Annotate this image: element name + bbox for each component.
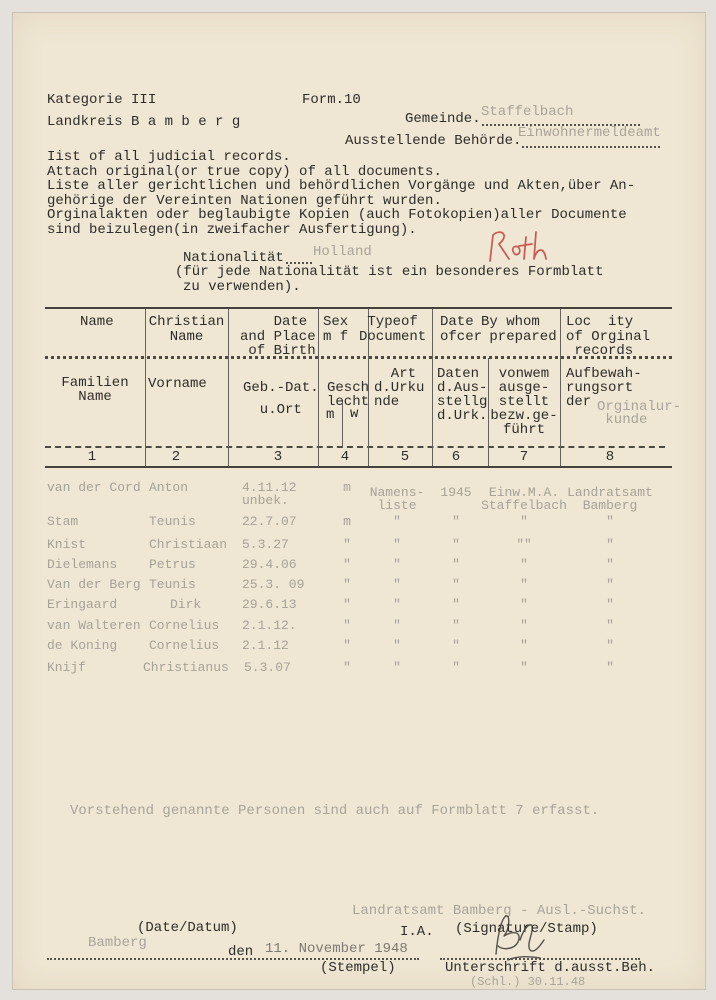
column-number: 2 xyxy=(171,449,181,465)
instruction-line: Orginalakten oder beglaubigte Kopien (auch Fotokopien)aller Documente xyxy=(47,207,627,224)
header-de-sex-m: m xyxy=(326,407,335,423)
header-en-sex: Sex m f xyxy=(323,314,349,345)
den-label: den xyxy=(228,944,254,960)
cell-date: " xyxy=(452,577,460,592)
cell-birth: 2.1.12. xyxy=(242,618,297,633)
instruction-line: gehörige der Vereinten Nationen geführt wurden. xyxy=(47,192,442,209)
cell-storage-location: " xyxy=(606,597,614,612)
cell-sex: " xyxy=(343,597,351,612)
cell-document-type: " xyxy=(393,618,401,633)
header-bottom-rule xyxy=(45,446,665,448)
header-de-sex: Gesch lecht xyxy=(327,380,370,410)
cell-birth: 29.4.06 xyxy=(242,557,297,572)
nationality-note: zu verwenden). xyxy=(183,279,301,295)
cell-storage-location: " xyxy=(606,660,614,675)
cell-issued-by: " xyxy=(520,660,528,675)
table-row xyxy=(0,661,716,691)
column-number: 3 xyxy=(273,449,283,465)
cell-storage-location: " xyxy=(606,514,614,529)
header-de-first-name: Vorname xyxy=(148,376,207,392)
header-de-birth: Geb.-Dat. u.Ort xyxy=(243,380,319,418)
date-value: 11. November 1948 xyxy=(265,941,408,957)
cell-first-name: Teunis xyxy=(149,514,196,529)
cell-storage-location: " xyxy=(606,618,614,633)
instructions xyxy=(47,150,635,238)
column-number: 8 xyxy=(605,449,615,465)
header-en-birth: Date and Place of Birth xyxy=(240,314,316,359)
cell-birth: 22.7.07 xyxy=(242,514,297,529)
cell-issued-by: " xyxy=(520,557,528,572)
cell-first-name: Cornelius xyxy=(149,638,220,653)
cell-document-type: " xyxy=(393,597,401,612)
cell-first-name: Teunis xyxy=(149,577,196,592)
stamp-label: (Stempel) xyxy=(320,960,396,976)
cell-sex: " xyxy=(343,577,351,592)
header-de-date: Daten d.Aus- stellg d.Urk. xyxy=(437,366,488,424)
header-en-locality: Loc ity of Orginal records xyxy=(566,314,651,359)
column-number: 4 xyxy=(340,449,350,465)
column-divider xyxy=(560,309,561,466)
authority-label: Ausstellende Behörde. xyxy=(345,133,522,149)
form-number: Form.10 xyxy=(302,92,361,108)
column-number: 1 xyxy=(87,449,97,465)
header-de-storage-location: Aufbewah- rungsort der xyxy=(566,366,642,410)
cell-birth: 5.3.27 xyxy=(242,537,289,552)
signature-label: (Signature/Stamp) xyxy=(455,921,598,937)
ia-label: I.A. xyxy=(400,924,434,940)
cell-family-name: Van der Berg xyxy=(47,577,141,592)
column-number: 5 xyxy=(400,449,410,465)
instruction-line: Attach original(or true copy) of all documents. xyxy=(47,163,442,180)
footer-note: Vorstehend genannte Personen sind auch auf Formblatt 7 erfasst. xyxy=(70,803,600,819)
issuing-office: Landratsamt Bamberg - Ausl.-Suchst. xyxy=(352,903,647,919)
place: Bamberg xyxy=(88,935,147,951)
header-de-sex-w: w xyxy=(350,406,359,422)
header-en-name: Name xyxy=(80,314,114,330)
cell-date: " xyxy=(452,660,460,675)
cell-storage-location: " xyxy=(606,577,614,592)
cell-document-type: " xyxy=(393,577,401,592)
cell-document-type: Namens- liste xyxy=(369,485,425,513)
red-handwritten-mark xyxy=(484,226,554,266)
cell-sex: " xyxy=(343,638,351,653)
cell-sex: " xyxy=(343,537,351,552)
district: Landkreis B a m b e r g xyxy=(47,114,241,130)
cell-issued-by: Einw.M.A. Staffelbach xyxy=(481,485,567,513)
instruction-line: sind beizulegen(in zweifacher Ausfertigung). xyxy=(47,221,417,238)
cell-family-name: van der Cord xyxy=(47,480,141,495)
cell-family-name: Dielemans xyxy=(47,557,118,572)
cell-storage-location: Landratsamt Bamberg xyxy=(567,485,653,513)
cell-date: " xyxy=(452,537,460,552)
cell-date: " xyxy=(452,514,460,529)
category: Kategorie III xyxy=(47,92,157,108)
cell-issued-by: " xyxy=(520,618,528,633)
instruction-line: Iist of all judicial records. xyxy=(47,149,291,165)
cell-storage-location: " xyxy=(606,557,614,572)
initials-date: (Schl.) 30.11.48 xyxy=(470,975,586,989)
cell-document-type: " xyxy=(393,660,401,675)
nationality-value: Holland xyxy=(313,244,372,260)
cell-issued-by: " xyxy=(520,597,528,612)
municipality-value: Staffelbach xyxy=(481,104,574,120)
table-top-rule xyxy=(45,307,672,309)
cell-first-name: Anton xyxy=(149,480,189,495)
cell-birth: 2.1.12 xyxy=(242,638,289,653)
table-numbers-rule xyxy=(45,466,672,468)
cell-date: " xyxy=(452,638,460,653)
cell-date: " xyxy=(452,597,460,612)
municipality-label: Gemeinde. xyxy=(405,111,481,127)
cell-sex: m xyxy=(343,514,351,529)
header-en-christian-name: Christian Name xyxy=(148,314,225,345)
column-divider xyxy=(432,309,433,466)
cell-sex: m xyxy=(343,480,351,495)
cell-first-name: Cornelius xyxy=(149,618,220,633)
header-en-prepared-by: By whom prepared xyxy=(481,314,557,345)
cell-issued-by: " xyxy=(520,577,528,592)
cell-family-name: Knist xyxy=(47,537,87,552)
cell-birth: 5.3.07 xyxy=(244,660,291,675)
cell-family-name: van Walteren xyxy=(47,618,141,633)
cell-first-name: Christianus xyxy=(143,660,229,675)
table-row xyxy=(0,481,716,511)
cell-date: " xyxy=(452,618,460,633)
cell-storage-location: " xyxy=(606,638,614,653)
cell-first-name: Dirk xyxy=(170,597,202,612)
cell-sex: " xyxy=(343,618,351,633)
header-de-storage-location-faded: Orginalur- kunde xyxy=(597,399,682,428)
header-en-date: Date ofcer xyxy=(440,314,483,345)
column-divider xyxy=(228,309,229,466)
date-label: (Date/Datum) xyxy=(137,920,238,936)
cell-family-name: de Koning xyxy=(47,638,118,653)
cell-issued-by: " xyxy=(520,514,528,529)
column-number: 7 xyxy=(519,449,529,465)
cell-family-name: Stam xyxy=(47,514,79,529)
nationality-label: Nationalität xyxy=(183,250,284,266)
authority-leader xyxy=(522,146,660,148)
cell-document-type: " xyxy=(393,537,401,552)
cell-birth: 25.3. 09 xyxy=(242,577,305,592)
cell-first-name: Petrus xyxy=(149,557,196,572)
cell-sex: " xyxy=(343,557,351,572)
header-de-family-name: Familien Name xyxy=(61,375,129,405)
cell-date: " xyxy=(452,557,460,572)
cell-family-name: Knijf xyxy=(47,660,87,675)
cell-storage-location: " xyxy=(606,537,614,552)
header-de-document-type: Art d.Urku nde xyxy=(374,366,425,410)
header-de-issued-by: vonwem ausge- stellt bezw.ge- führt xyxy=(490,366,558,438)
nationality-note: (für jede Nationalität ist ein besonderes Formblatt xyxy=(175,264,604,280)
cell-birth: 4.11.12 unbek. xyxy=(242,480,297,508)
cell-issued-by: " xyxy=(520,638,528,653)
authority-value: Einwohnermeldeamt xyxy=(518,125,661,141)
cell-document-type: " xyxy=(393,638,401,653)
cell-family-name: Eringaard xyxy=(47,597,118,612)
instruction-line: Liste aller gerichtlichen und behördlichen Vorgänge und Akten,über An- xyxy=(47,178,636,195)
cell-document-type: " xyxy=(393,557,401,572)
cell-birth: 29.6.13 xyxy=(242,597,297,612)
signature-label-de: Unterschrift d.ausst.Beh. xyxy=(445,960,656,976)
cell-document-type: " xyxy=(393,514,401,529)
cell-first-name: Christiaan xyxy=(149,537,228,552)
cell-date: 1945 xyxy=(440,485,472,500)
cell-sex: " xyxy=(343,660,351,675)
cell-issued-by: "" xyxy=(516,537,532,552)
header-en-document-type: Typeof Document xyxy=(359,314,427,345)
column-number: 6 xyxy=(451,449,461,465)
